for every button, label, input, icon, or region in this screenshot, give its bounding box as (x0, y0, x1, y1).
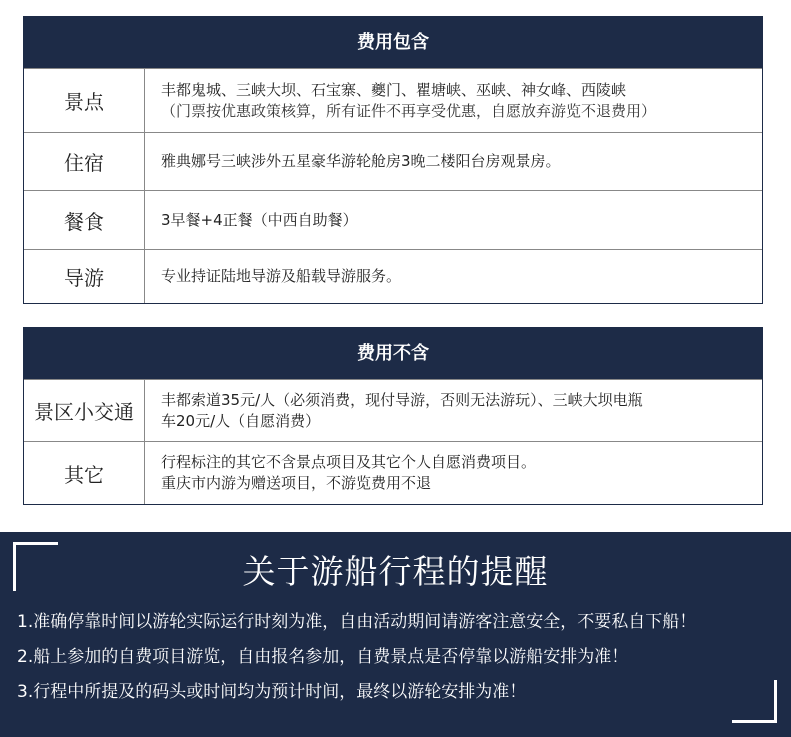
row-value (145, 69, 762, 132)
row-value (145, 191, 762, 249)
row-value-line: 雅典娜号三峡涉外五星豪华游轮舱房3晚二楼阳台房观景房。 (161, 152, 561, 170)
notice-item: 2.船上参加的自费项目游览，自由报名参加，自费景点是否停靠以游船安排为准！ (17, 647, 629, 667)
row-value (145, 133, 762, 190)
row-label: 景区小交通 (24, 380, 145, 441)
row-value-line: 丰都索道35元/人（必须消费，现付导游，否则无法游玩）、三峡大坝电瓶 (161, 390, 643, 409)
row-value (145, 250, 762, 303)
row-value-line: （门票按优惠政策核算，所有证件不再享受优惠，自愿放弃游览不退费用） (161, 101, 657, 120)
row-value-line: 车20元/人（自愿消费） (161, 411, 321, 430)
row-value (145, 380, 762, 441)
notice-item: 1.准确停靠时间以游轮实际运行时刻为准，自由活动期间请游客注意安全，不要私自下船！ (17, 612, 697, 632)
table-row (24, 441, 762, 504)
table-row (24, 249, 762, 303)
row-value-line: 行程标注的其它不含景点项目及其它个人自愿消费项目。 (161, 453, 537, 471)
row-label: 其它 (24, 442, 145, 504)
fee-excluded-header: 费用不含 (24, 328, 762, 379)
row-value-line: 专业持证陆地导游及船载导游服务。 (161, 267, 402, 285)
notice-title: 关于游船行程的提醒 (242, 552, 549, 591)
row-value (145, 442, 762, 504)
row-value-line: 丰都鬼城、三峡大坝、石宝寨、夔门、瞿塘峡、巫峡、神女峰、西陵峡 (161, 80, 627, 99)
row-label: 餐食 (24, 191, 145, 249)
table-row (24, 132, 762, 190)
notice-item: 3.行程中所提及的码头或时间均为预计时间，最终以游轮安排为准！ (17, 682, 527, 702)
table-row (24, 379, 762, 441)
cruise-notice-panel (0, 532, 791, 737)
row-label: 景点 (24, 69, 145, 132)
notice-list (17, 605, 781, 710)
row-label: 导游 (24, 250, 145, 303)
fee-excluded-table (23, 327, 763, 505)
row-value-line: 3早餐+4正餐（中西自助餐） (161, 210, 358, 229)
row-label: 住宿 (24, 133, 145, 190)
fee-included-table (23, 16, 763, 304)
table-row (24, 68, 762, 132)
corner-bracket-decoration (732, 680, 777, 723)
row-value-line: 重庆市内游为赠送项目，不游览费用不退 (161, 474, 432, 492)
fee-included-header: 费用包含 (24, 17, 762, 68)
table-row (24, 190, 762, 249)
